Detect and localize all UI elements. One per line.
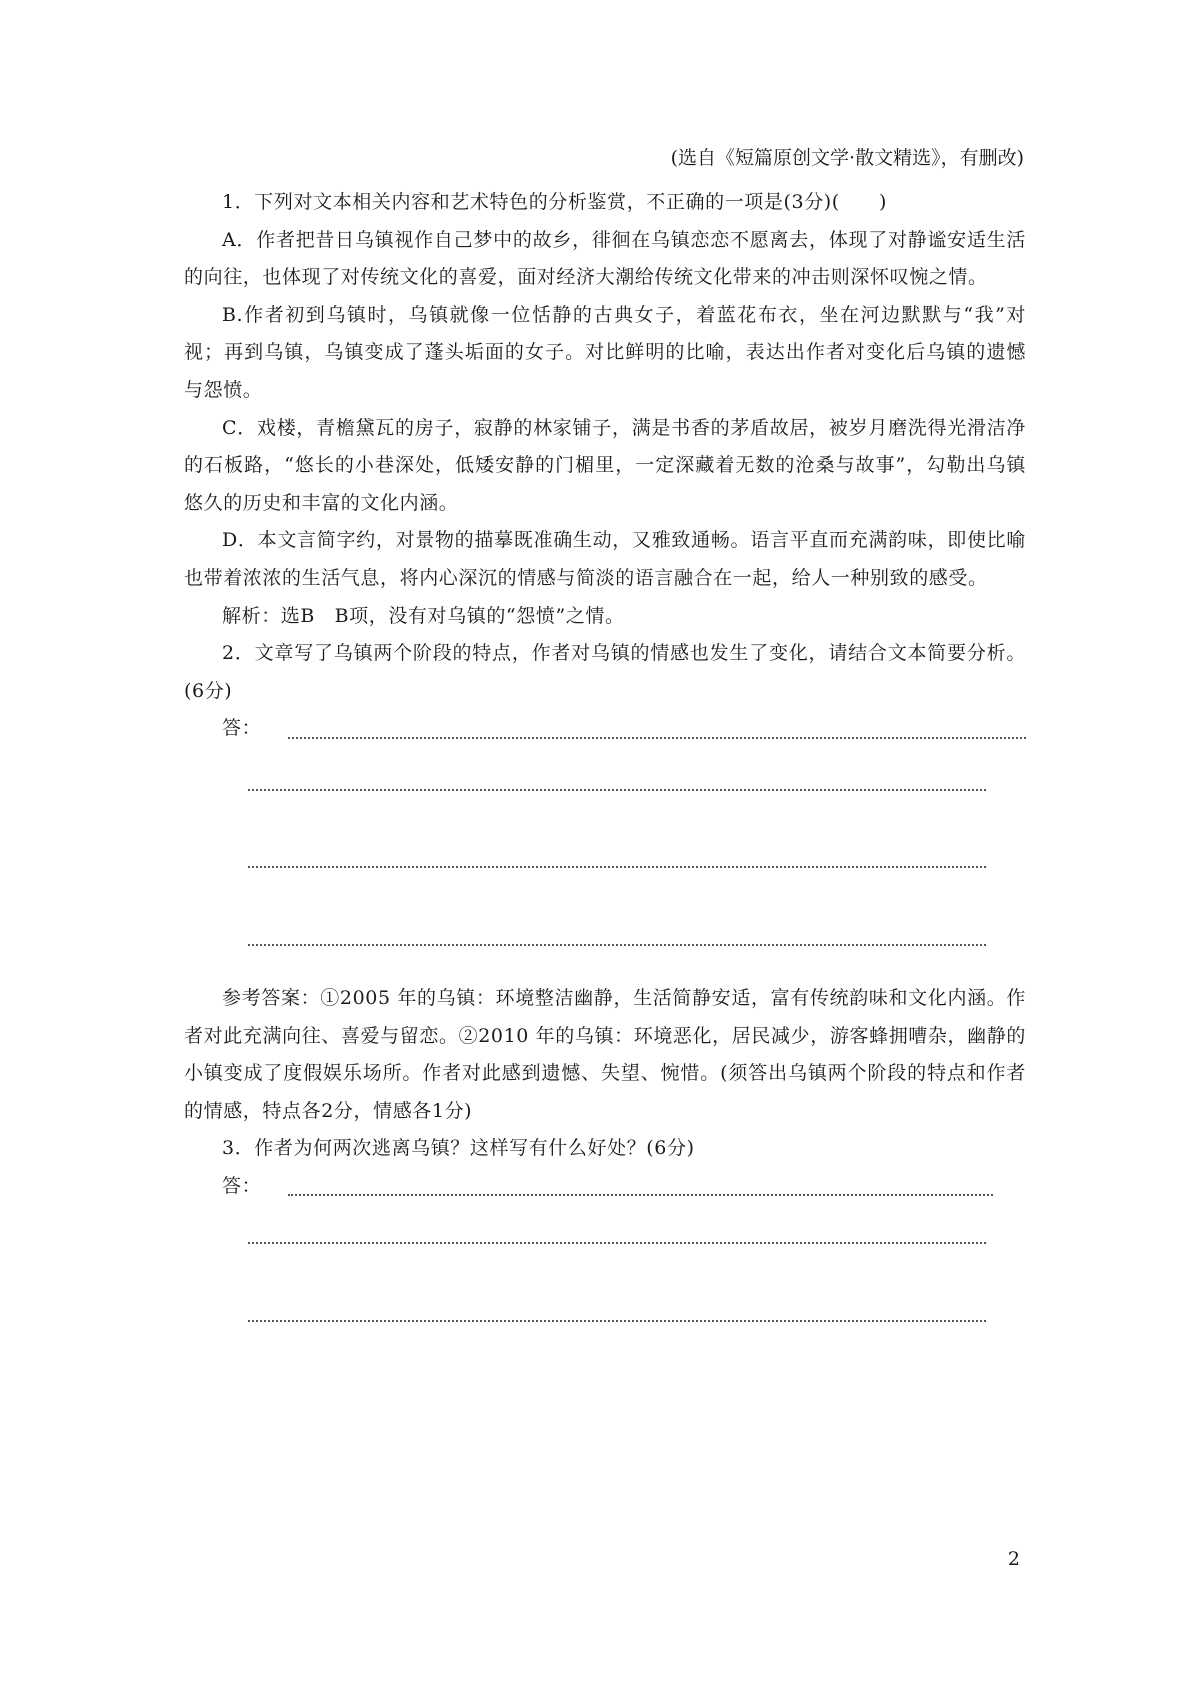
answer-line[interactable] [248,944,986,946]
question-content [184,184,1026,1385]
page-number: 2 [1007,1548,1020,1570]
answer-line[interactable] [288,1194,993,1196]
answer-line[interactable] [288,737,1026,739]
option-b: B.作者初到乌镇时，乌镇就像一位恬静的古典女子，着蓝花布衣，坐在河边默默与“我”对视；再到乌镇，乌镇变成了蓬头垢面的女子。对比鲜明的比喻，表达出作者对变化后乌镇的遗憾与怨愤。 [184,303,1026,401]
option-d: D．本文言简字约，对景物的描摹既准确生动，又雅致通畅。语言平直而充满韵味，即使比喻也带着浓浓的生活气息，将内心深沉的情感与简淡的语言融合在一起，给人一种别致的感受。 [184,529,1026,589]
option-c: C．戏楼，青檐黛瓦的房子，寂静的林家铺子，满是书香的茅盾故居，被岁月磨洗得光滑洁净的石板路，“悠长的小巷深处，低矮安静的门楣里，一定深藏着无数的沧桑与故事”，勾勒出乌镇悠久的历史和丰富的文化内涵。 [184,416,1026,514]
answer-line[interactable] [248,866,986,868]
answer-row-q3 [184,1168,1026,1206]
question-2-reference-answer: 参考答案：①2005 年的乌镇：环境整洁幽静，生活简静安适，富有传统韵味和文化内涵。作者对此充满向往、喜爱与留恋。②2010 年的乌镇：环境恶化，居民减少，游客蜂拥嘈杂，幽静的小镇变成了度假娱乐场所。作者对此感到遗憾、失望、惋惜。(须答出乌镇两个阶段的特点和作者的情感，特点各2分，情感各1分) [184,986,1026,1122]
answer-label: 答： [222,717,262,740]
source-citation: (选自《短篇原创文学·散文精选》，有删改) [670,147,1024,169]
question-3-stem: 3．作者为何两次逃离乌镇？这样写有什么好处？(6分) [222,1137,695,1160]
answer-line[interactable] [248,789,986,791]
answer-lines-q3 [184,1205,1026,1385]
question-1-analysis: 解析：选B B项，没有对乌镇的“怨愤”之情。 [222,604,625,627]
answer-label: 答： [222,1174,262,1197]
question-1-stem: 1．下列对文本相关内容和艺术特色的分析鉴赏，不正确的一项是(3分)( ) [222,191,888,213]
answer-lines-q2 [184,748,1026,980]
question-2-stem: 2．文章写了乌镇两个阶段的特点，作者对乌镇的情感也发生了变化，请结合文本简要分析。(6分) [184,642,1026,702]
answer-line[interactable] [248,1242,986,1244]
option-a: A．作者把昔日乌镇视作自己梦中的故乡，徘徊在乌镇恋恋不愿离去，体现了对静谧安适生活的向往，也体现了对传统文化的喜爱，面对经济大潮给传统文化带来的冲击则深怀叹惋之情。 [184,228,1026,289]
answer-line[interactable] [248,1320,986,1322]
answer-row-q2 [184,710,1026,748]
